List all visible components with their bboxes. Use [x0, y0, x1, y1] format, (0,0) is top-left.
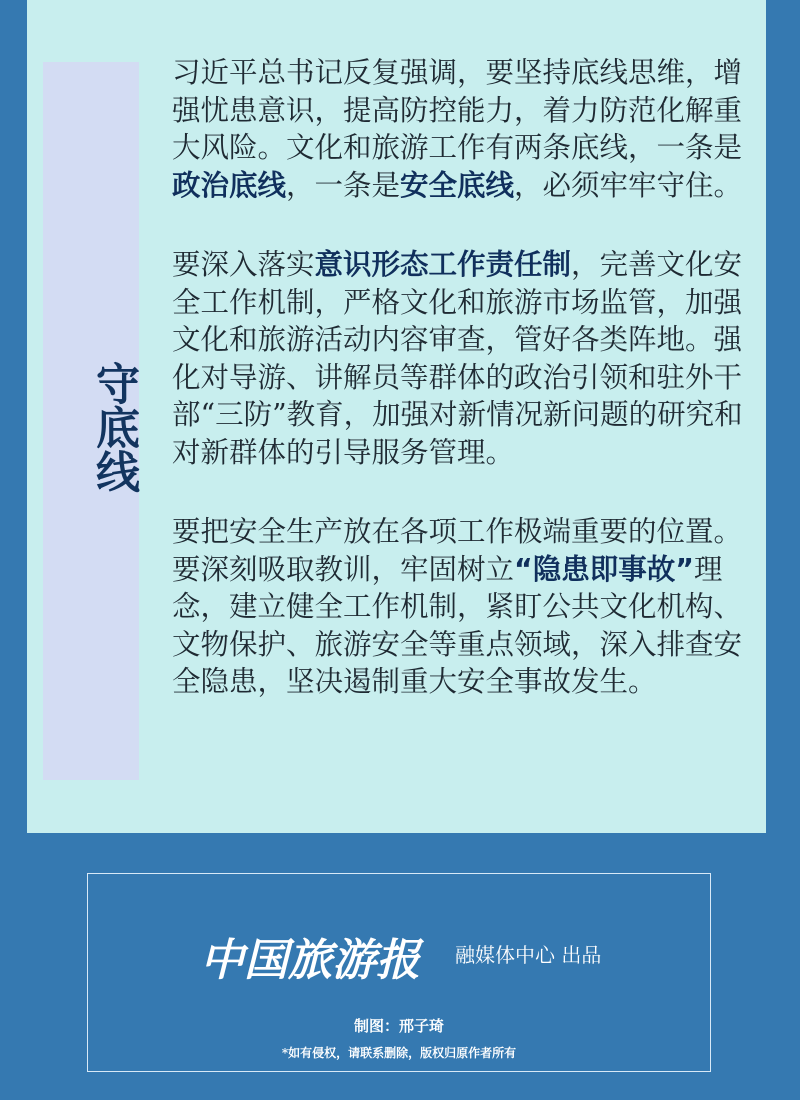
paragraph-text: 要深入落实 [172, 248, 315, 281]
design-credit: 制图：邢子琦 [353, 1017, 444, 1035]
brand-logo: 中国旅游报 [200, 935, 420, 986]
side-label-bar [43, 62, 139, 780]
emphasis-text: 政治底线 [172, 168, 287, 202]
paragraph-text: ，完善文化安全工作机制，严格文化和旅游市场监管，加强文化和旅游活动内容审查，管好各类阵地。强化对导游、讲解员等群体的政治引领和驻外干部“三防”教育，加强对新情况新问题的研究和对新群体的引导服务管理。 [172, 248, 743, 469]
paragraph [172, 246, 752, 471]
copyright-note: *如有侵权，请联系删除，版权归原作者所有 [281, 1046, 517, 1060]
article-body [172, 54, 752, 743]
paragraph-text: ，一条是 [286, 168, 401, 202]
emphasis-text: 安全底线 [400, 168, 515, 202]
paragraph-text: ，必须牢牢守住。 [514, 168, 743, 202]
paragraph-text: 理念，建立健全工作机制，紧盯公共文化机构、文物保护、旅游安全等重点领域，深入排查安全隐患，坚决遏制重大安全事故发生。 [172, 552, 743, 698]
paragraph [172, 54, 752, 204]
footer-box [87, 873, 711, 1072]
side-label-text: 守底线 [88, 361, 139, 493]
paragraph-text: 习近平总书记反复强调，要坚持底线思维，增强忧患意识，提高防控能力，着力防范化解重大风险。文化和旅游工作有两条底线，一条是 [172, 56, 743, 164]
paragraph-text: 要把安全生产放在各项工作极端重要的位置。要深刻吸取教训，牢固树立 [172, 515, 743, 586]
brand-subtitle: 融媒体中心 出品 [455, 943, 602, 967]
emphasis-text: “隐患即事故” [514, 552, 694, 586]
emphasis-text: 意识形态工作责任制 [314, 248, 572, 281]
paragraph [172, 513, 752, 701]
